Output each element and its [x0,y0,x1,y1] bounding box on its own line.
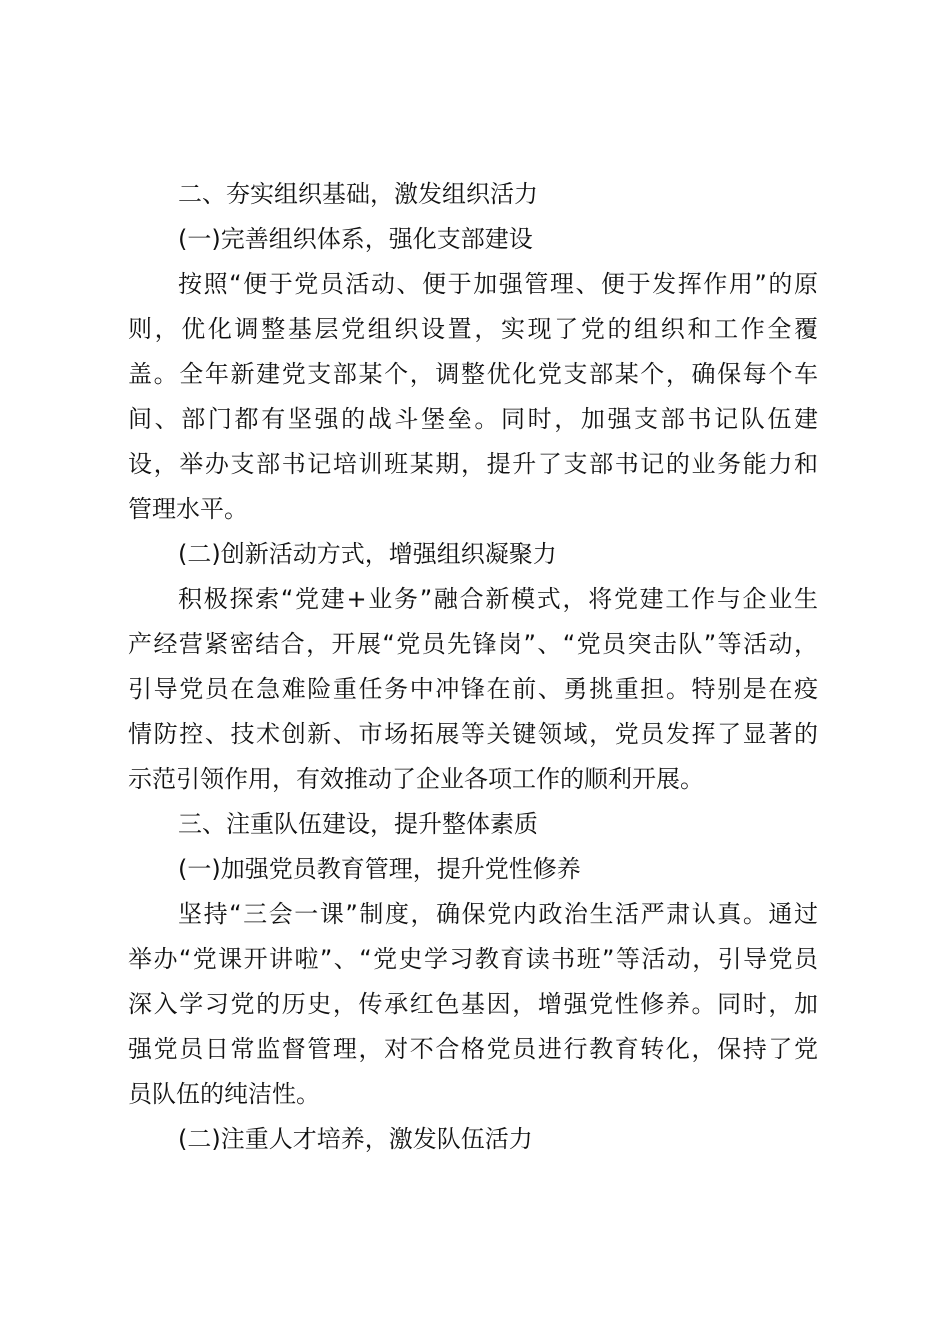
text-line: 管理水平。 [128,495,248,523]
text-line: (二)注重人才培养，激发队伍活力 [178,1125,533,1153]
text-line: 员队伍的纯洁性。 [128,1080,320,1108]
text-line: 积极探索“党建+业务”融合新模式，将党建工作与企业生 [178,585,818,613]
text-line: (一)完善组织体系，强化支部建设 [178,225,533,253]
document-body [128,172,818,1162]
text-line: 间、部门都有坚强的战斗堡垒。同时，加强支部书记队伍建 [128,405,818,433]
text-line: 盖。全年新建党支部某个，调整优化党支部某个，确保每个车 [128,360,818,388]
text-line: 深入学习党的历史，传承红色基因，增强党性修养。同时，加 [128,990,818,1018]
text-line: 坚持“三会一课”制度，确保党内政治生活严肃认真。通过 [178,900,818,928]
text-line: (一)加强党员教育管理，提升党性修养 [178,855,581,883]
text-line: 情防控、技术创新、市场拓展等关键领域，党员发挥了显著的 [128,720,818,748]
text-line: 示范引领作用，有效推动了企业各项工作的顺利开展。 [128,765,704,793]
text-line: 则，优化调整基层党组织设置，实现了党的组织和工作全覆 [128,315,818,343]
text-line: 按照“便于党员活动、便于加强管理、便于发挥作用”的原 [178,270,818,298]
text-line: 举办“党课开讲啦”、“党史学习教育读书班”等活动，引导党员 [128,945,818,973]
text-line: 二、夯实组织基础，激发组织活力 [178,180,538,208]
text-line: 设，举办支部书记培训班某期，提升了支部书记的业务能力和 [128,450,818,478]
text-line: 引导党员在急难险重任务中冲锋在前、勇挑重担。特别是在疫 [128,675,818,703]
text-line: 三、注重队伍建设，提升整体素质 [178,810,538,838]
text-line: 强党员日常监督管理，对不合格党员进行教育转化，保持了党 [128,1035,818,1063]
text-line: 产经营紧密结合，开展“党员先锋岗”、“党员突击队”等活动， [128,630,818,658]
text-line: (二)创新活动方式，增强组织凝聚力 [178,540,557,568]
